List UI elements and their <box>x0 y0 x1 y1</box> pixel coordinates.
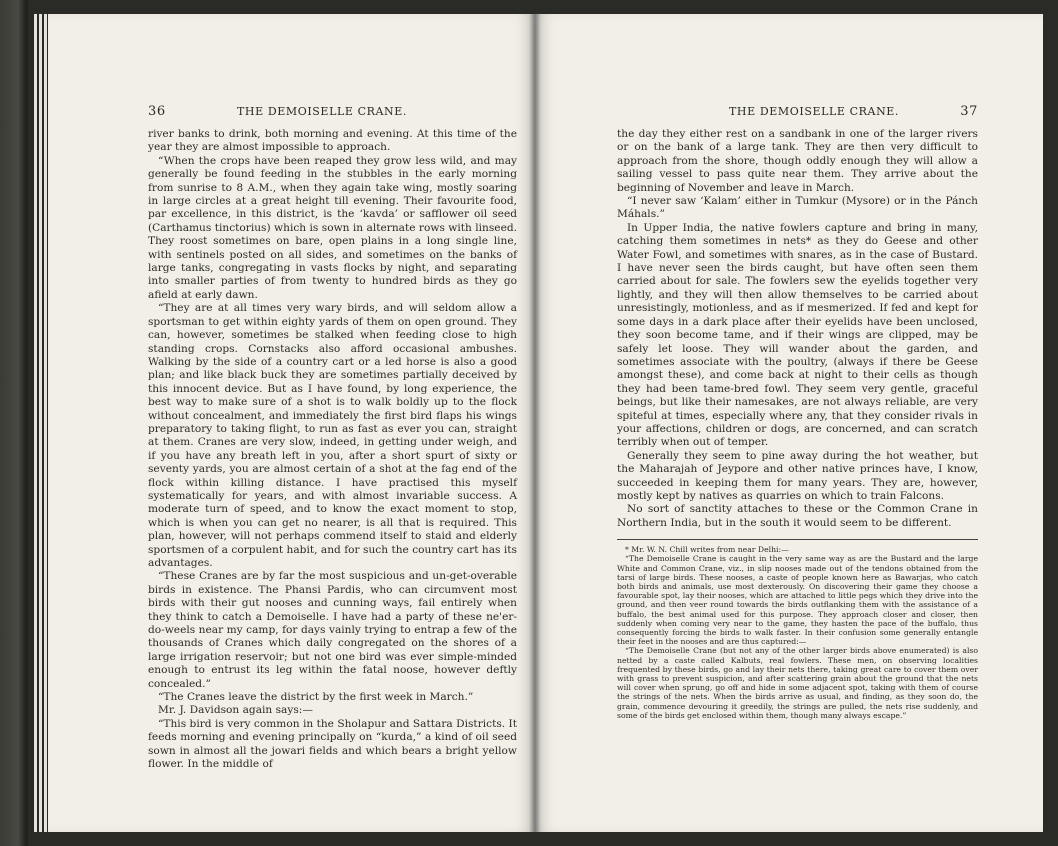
paragraph: river banks to drink, both morning and evening. At this time of the year they are almost impossible to approach. <box>148 128 517 154</box>
paragraph: “They are at all times very wary birds, and will seldom allow a sportsman to get within eighty yards of them on open ground. They can, however, sometimes be stalked when feeding close to high standing crops. Cornstacks also afford occasional ambushes. Walking by the side of a country cart or a led horse is also a good plan; and like black buck they are sometimes partially deceived by this innocent device. But as I have found, by long experience, the best way to make sure of a shot is to walk boldly up to the flock without concealment, and immediately the first bird flaps his wings preparatory to taking flight, to run as fast as ever you can, straight at them. Cranes are very slow, indeed, in getting under weigh, and if you have any breath left in you, after a short spurt of sixty or seventy yards, you are almost certain of a shot at the fag end of the flock within killing distance. I have practised this myself systematically for years, and with almost invariable success. A moderate turn of speed, and to know the exact moment to stop, which is when you can get no nearer, is all that is required. This plan, however, will not perhaps commend itself to staid and elderly sportsmen of a corpulent habit, and for such the country cart has its advantages. <box>148 302 517 569</box>
page-number: 37 <box>960 104 978 119</box>
paragraph: In Upper India, the native fowlers capture and bring in many, catching them sometimes in nets* as they do Geese and other Water Fowl, and sometimes with snares, as in the case of Bustard. I have never seen the birds caught, but have often seen them carried about for sale. The fowlers sew the eyelids together very lightly, and they will then allow themselves to be carried about unresistingly, motionless, and as if mesmerized. If fed and kept for some days in a dark place after their eyelids have been unclosed, they soon become tame, and if their wings are clipped, may be safely let loose. They will wander about the garden, and sometimes associate with the poultry, (always if there be Geese amongst these), and come back at night to their cells as though they had been tame-bred fowl. They seem very gentle, graceful beings, but like their namesakes, are not always reliable, are very spiteful at times, especially where any, that they consider rivals in your affections, children or dogs, are concerned, and can scratch terribly when out of temper. <box>617 221 978 449</box>
running-head: THE DEMOISELLE CRANE. <box>729 105 900 118</box>
paragraph: Generally they seem to pine away during the hot weather, but the Maharajah of Jeypore and other native princes have, I know, succeeded in keeping them for many years. They are, however, mostly kept by natives as quarries on which to train Falcons. <box>617 449 978 502</box>
paragraph: Mr. J. Davidson again says:— <box>158 704 313 717</box>
paragraph: “These Cranes are by far the most suspicious and un-get-overable birds in existence. The Phansi Pardis, who can circumvent most birds with their gut nooses and cunning ways, fail entirely when they think to catch a Demoiselle. I have had a party of these ne'er-do-weels near my camp, for days vainly trying to entrap a few of the thousands of Cranes which daily congregated on the shores of a large irrigation reservoir; but not one bird was ever simple-minded enough to entrust its leg within the fatal noose, however deftly concealed.” <box>148 570 517 690</box>
footnotes <box>617 545 978 720</box>
page-edge <box>39 14 42 832</box>
paragraph: “I never saw ‘Kalam’ either in Tumkur (Mysore) or in the Pánch Máhals.” <box>617 195 978 221</box>
page-edge <box>34 14 37 832</box>
book-gutter <box>529 14 541 832</box>
paragraph: “This bird is very common in the Sholapur and Sattara Districts. It feeds morning and evening principally on “kurda,” a kind of oil seed sown in almost all the jowari fields and which bears a bright yellow flower. In the middle of <box>148 717 517 771</box>
footnote: * Mr. W. N. Chill writes from near Delhi:— <box>625 545 789 555</box>
footnote-rule <box>617 539 978 540</box>
right-page-body <box>617 128 978 530</box>
right-page-header <box>617 104 978 118</box>
left-page <box>48 14 535 832</box>
right-page <box>535 14 1043 832</box>
paragraph: “The Cranes leave the district by the first week in March.” <box>158 691 474 704</box>
left-page-header <box>148 104 517 118</box>
paragraph: No sort of sanctity attaches to these or the Common Crane in Northern India, but in the south it would seem to be different. <box>617 503 978 529</box>
paragraph: “When the crops have been reaped they grow less wild, and may generally be found feeding in the stubbles in the early morning from sunrise to 8 A.M., when they again take wing, mostly soaring in large circles at a great height till evening. Their favourite food, par excellence, in this district, is the ‘kavda’ or safflower oil seed (Carthamus tinctorius) which is sown in alternate rows with linseed. They roost sometimes on bare, open plains in a long single line, with sentinels posted on all sides, and sometimes on the banks of large tanks, congregating in vasts flocks by night, and separating into smaller parties of from twenty to hundred birds as they go afield at early dawn. <box>148 154 517 301</box>
left-page-body <box>148 128 517 772</box>
running-head: THE DEMOISELLE CRANE. <box>236 105 407 118</box>
page-edge <box>44 14 47 832</box>
footnote: “The Demoiselle Crane is caught in the very same way as are the Bustard and the large White and Common Crane, viz., in slip nooses made out of the tendons obtained from the tarsi of large birds. These nooses, a caste of people known here as Bawarjas, who catch both birds and animals, use most dexterously. On discovering their game they choose a favourable spot, lay their nooses, which are attached to little pegs which they drive into the ground, and then veer round towards the birds outflanking them with the assistance of a buffalo, the best animal used for this purpose. They approach closer and closer, then suddenly when coming very near to the game, they hasten the pace of the buffalo, thus consequently forcing the birds to walk faster. In their confusion some generally entangle their feet in the nooses and are thus captured:— <box>617 554 978 647</box>
page-number: 36 <box>148 104 166 119</box>
paragraph: the day they either rest on a sandbank in one of the larger rivers or on the bank of a large tank. They are then very difficult to approach from the shore, though oddly enough they will allow a sailing vessel to pass quite near them. They arrive about the beginning of November and leave in March. <box>617 128 978 194</box>
footnote: “The Demoiselle Crane (but not any of the other larger birds above enumerated) is also netted by a caste called Kalbuts, real fowlers. These men, on observing localities frequented by these birds, go and lay their nets there, taking great care to cover them over with grass to prevent suspicion, and after scattering grain about the ground that the nets will cover when sprung, go off and hide in some adjacent spot, taking with them of course the strings of the nets. When the birds arrive as usual, and finding, as they soon do, the grain, commence devouring it greedily, the strings are pulled, the nets rise suddenly, and some of the birds get enclosed within them, though many always escape.” <box>617 646 978 720</box>
